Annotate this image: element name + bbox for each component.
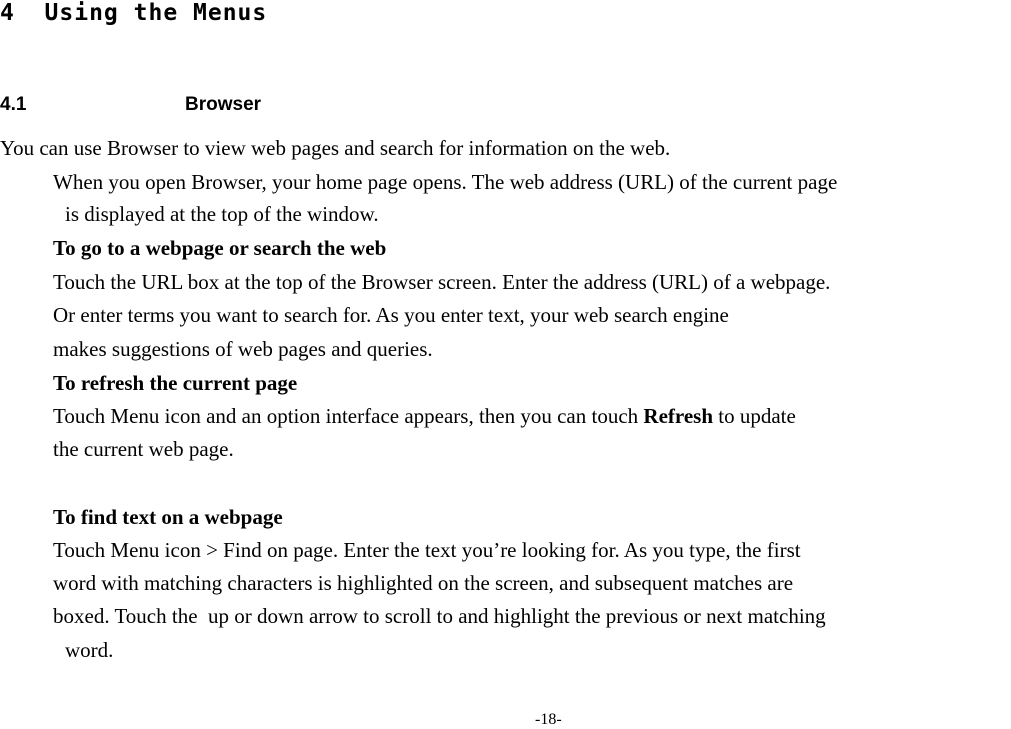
chapter-heading: 4 Using the Menus bbox=[0, 0, 268, 26]
refresh-line-1 bbox=[53, 404, 796, 428]
find-text-line-2: word with matching characters is highlighted on the screen, and subsequent matches are bbox=[53, 571, 794, 595]
find-text-line-1: Touch Menu icon > Find on page. Enter the text you’re looking for. As you type, the first bbox=[53, 538, 801, 562]
find-text-line-4: word. bbox=[65, 638, 114, 662]
refresh-line-2: the current web page. bbox=[53, 437, 234, 461]
refresh-keyword: Refresh bbox=[643, 404, 714, 428]
section-title: Browser bbox=[185, 94, 262, 115]
go-to-webpage-line-1: Touch the URL box at the top of the Browser screen. Enter the address (URL) of a webpage. bbox=[53, 270, 831, 294]
refresh-line-1-after: to update bbox=[713, 404, 796, 428]
find-text-heading: To find text on a webpage bbox=[53, 505, 283, 529]
refresh-heading: To refresh the current page bbox=[53, 371, 298, 395]
intro-paragraph: You can use Browser to view web pages and search for information on the web. bbox=[0, 136, 671, 160]
section-number: 4.1 bbox=[0, 94, 27, 115]
refresh-line-1-before: Touch Menu icon and an option interface appears, then you can touch bbox=[53, 404, 644, 428]
go-to-webpage-heading: To go to a webpage or search the web bbox=[53, 236, 387, 260]
go-to-webpage-line-3: makes suggestions of web pages and queries. bbox=[53, 337, 433, 361]
home-page-line-1: When you open Browser, your home page opens. The web address (URL) of the current page bbox=[53, 170, 838, 194]
page-number: -18- bbox=[535, 711, 562, 728]
find-text-line-3: boxed. Touch the up or down arrow to scroll to and highlight the previous or next matching bbox=[53, 604, 826, 628]
home-page-line-2: is displayed at the top of the window. bbox=[65, 202, 379, 226]
go-to-webpage-line-2: Or enter terms you want to search for. As you enter text, your web search engine bbox=[53, 303, 729, 327]
